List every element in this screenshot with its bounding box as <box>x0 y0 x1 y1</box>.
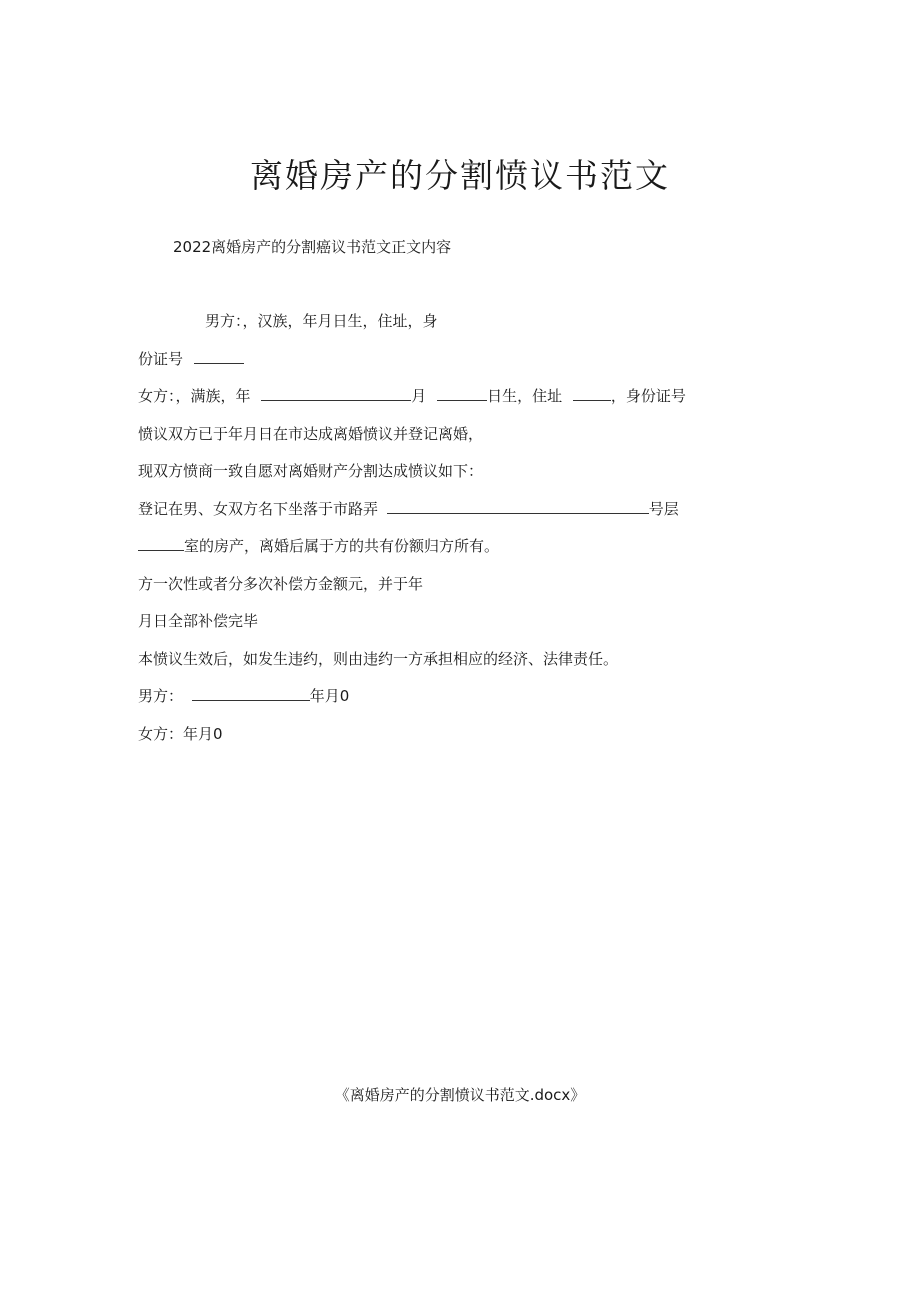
paragraph-compensation-date: 月日全部补偿完毕 <box>138 612 259 630</box>
paragraph-agreement-registered: 愤议双方已于年月日在市达成离婚愤议并登记离婚， <box>138 425 484 443</box>
paragraph-id-number <box>138 349 244 369</box>
document-filename-footer: 《离婚房产的分割愤议书范文.docx》 <box>334 1086 586 1104</box>
property-floor-text: 号层 <box>648 500 679 518</box>
husband-date-text: 年月0 <box>309 687 350 705</box>
paragraph-agreement-terms: 现双方愤商一致自愿对离婚财产分割达成愤议如下： <box>138 462 484 480</box>
wife-month-text: 月 <box>411 387 427 405</box>
paragraph-compensation: 方一次性或者分多次补偿方金额元，并于年 <box>138 575 424 593</box>
id-number-blank[interactable] <box>194 349 244 364</box>
wife-address-blank[interactable] <box>573 386 611 401</box>
wife-id-text: ，身份证号 <box>610 387 686 405</box>
room-number-blank[interactable] <box>138 536 184 551</box>
paragraph-husband <box>205 311 438 331</box>
document-title: 离婚房产的分割愤议书范文 <box>250 156 670 195</box>
document-subtitle: 2022离婚房产的分割癌议书范文正文内容 <box>173 238 452 256</box>
property-location-text: 登记在男、女双方名下坐落于市路弄 <box>138 500 379 518</box>
paragraph-property-ownership <box>138 536 499 556</box>
husband-signature-label: 男方： <box>138 687 184 705</box>
paragraph-property-location <box>138 499 679 519</box>
signature-wife: 女方：年月0 <box>138 725 223 743</box>
wife-day-blank[interactable] <box>437 386 487 401</box>
signature-husband <box>138 686 349 706</box>
property-address-blank[interactable] <box>387 499 649 514</box>
husband-signature-blank[interactable] <box>192 686 310 701</box>
id-number-label: 份证号 <box>138 350 184 368</box>
property-ownership-text: 室的房产，离婚后属于方的共有份额归方所有。 <box>184 537 500 555</box>
wife-info-text: 女方：，满族，年 <box>138 387 251 405</box>
wife-year-blank[interactable] <box>261 386 411 401</box>
wife-birth-address-text: 日生，住址 <box>487 387 563 405</box>
paragraph-breach: 本愤议生效后，如发生违约，则由违约一方承担相应的经济、法律责任。 <box>138 650 619 668</box>
husband-info-text: 男方：，汉族，年月日生，住址，身 <box>205 312 438 330</box>
paragraph-wife <box>138 386 686 406</box>
